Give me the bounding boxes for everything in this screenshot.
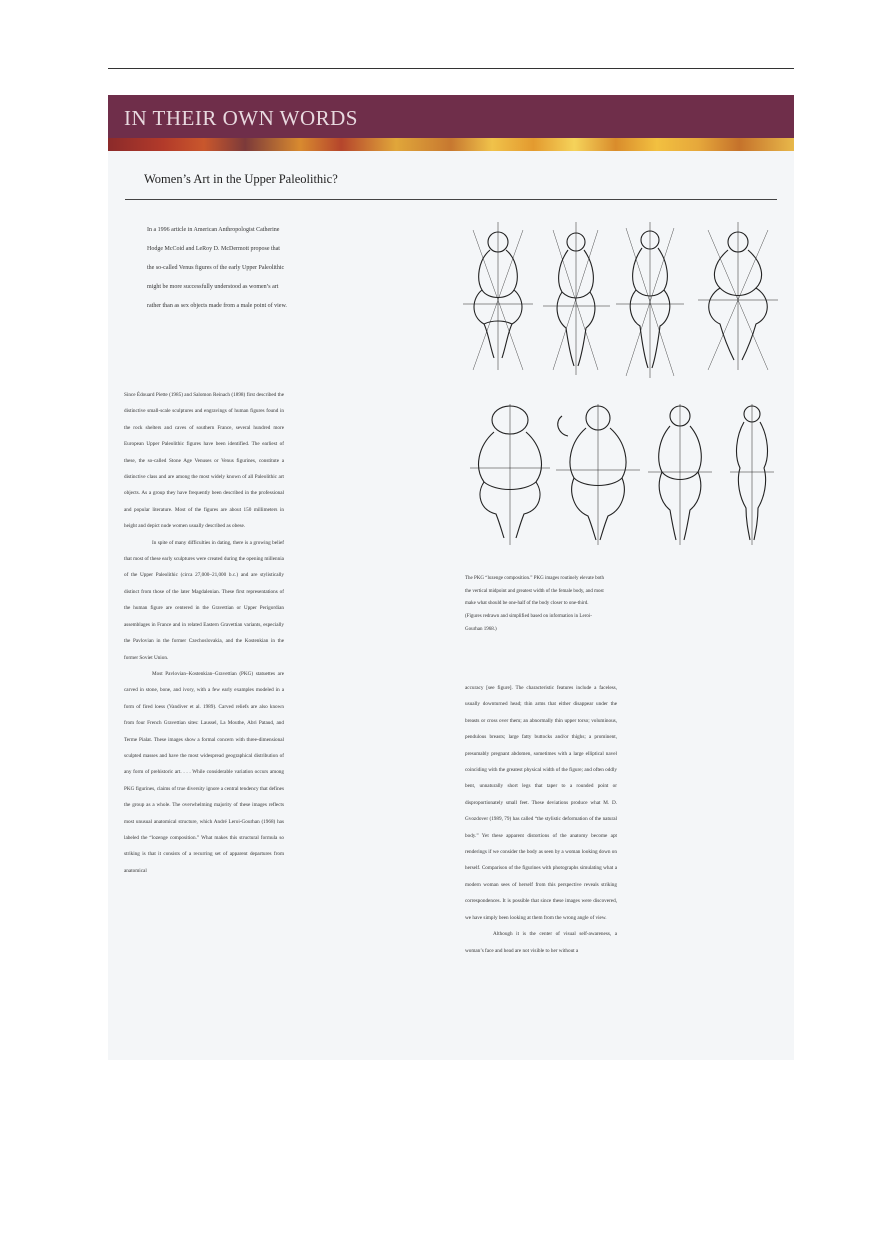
subtitle-rule — [125, 199, 777, 200]
top-rule — [108, 68, 794, 69]
figure-caption: The PKG “lozenge composition.” PKG images routinely elevate both the vertical midpoint and greatest width of the female body, and most make what should be one-half of the body closer to one-third. (Figures redrawn and simplified based on information in Leroi-Gourhan 1968.) — [465, 576, 604, 632]
figurine-drawing — [543, 222, 610, 375]
paragraph: In spite of many difficulties in dating, there is a growing belief that most of these early sculptures were created during the opening millennia of the Upper Paleolithic (circa 27,000–21,000 b.c.) and are stylistically distinct from those of the later Magdalenian. These first representations of the human figure are centered in the Gravettian or Upper Perigordian assemblages in France and in related Eastern Gravettian variants, especially the Pavlovian in the former Czechoslovakia, and the Kostenkian in the former Soviet Union. — [124, 539, 284, 661]
figurine-drawing — [470, 404, 550, 545]
paragraph: Although it is the center of visual self-awareness, a woman’s face and head are not visible to her without a — [465, 931, 617, 954]
paragraph: accuracy [see figure]. The characteristic features include a faceless, usually downturned head; thin arms that either disappear under the breasts or cross over them; an abnormally thin upper torso; voluminous, pendulous breasts; large fatty buttocks and/or thighs; a prominent, presumably pregnant abdomen, sometimes with a large elliptical navel coinciding with the greatest physical width of the figure; and often oddly bent, unnaturally short legs that taper to a rounded point or disproportionately small feet. These deviations produce what M. D. Gvozdover (1989, 79) has called “the stylistic deformation of the natural body.” Yet these apparent distortions of the anatomy become apt renderings if we consider the body as seen by a woman looking down on herself. Comparison of the figurines with photographs simulating what a modern woman sees of herself from this perspective reveals striking correspondences. It is possible that since these images were discovered, we have simply been looking at them from the wrong angle of view. — [465, 685, 617, 921]
right-column — [465, 680, 617, 959]
figurine-drawing — [463, 222, 533, 370]
figurine-drawing — [556, 404, 640, 545]
paragraph: Most Pavlovian–Kostenkian–Gravettian (PKG) statuettes are carved in stone, bone, and ivory, with a few early examples modeled in a form of fired loess (Vandiver et al. 1989). Carved reliefs are also known from four French Gravettian sites: Laussel, La Mouthe, Abri Pataud, and Terme Pialat. These images show a formal concern with three-dimensional sculpted masses and have the most widespread geographical distribution of any form of prehistoric art. . . . While considerable variation occurs among PKG figurines, claims of true diversity ignore a central tendency that defines the group as a whole. The overwhelming majority of these images reflects most unusual anatomical structure, which André Leroi-Gourhan (1968) has labeled the “lozenge composition.” What makes this structural formula so striking is that it consists of a recurring set of apparent departures from anatomical — [124, 670, 284, 874]
figurine-drawing — [730, 404, 774, 545]
left-column — [124, 387, 284, 879]
banner-title: IN THEIR OWN WORDS — [124, 106, 358, 130]
venus-figurines-illustration — [458, 220, 783, 545]
paragraph: Since Édouard Piette (1985) and Salomon Reinach (1898) first described the distinctive small-scale sculptures and engravings of human figures found in the rock shelters and caves of southern France, several hundred more European Upper Paleolithic figures have been identified. The earliest of these, the so-called Stone Age Venuses or Venus figurines, constitute a distinctive class and are among the most widely known of all Paleolithic art objects. As a group they have frequently been described in the professional and popular literature. Most of the figures are about 150 millimeters in height and depict nude women usually described as obese. — [124, 392, 284, 530]
figurine-drawing — [616, 222, 684, 378]
feature-banner — [108, 95, 794, 138]
figurine-drawing — [698, 222, 778, 370]
figurine-drawing — [648, 404, 712, 545]
intro-text: In a 1996 article in American Anthropologist Catherine Hodge McCoid and LeRoy D. McDermott propose that the so-called Venus figures of the early Upper Paleolithic might be more successfully understood as women’s art rather than as sex objects made from a male point of view. — [147, 227, 287, 309]
decorative-color-stripe — [108, 138, 794, 151]
feature-box — [108, 95, 794, 1060]
article-subtitle: Women’s Art in the Upper Paleolithic? — [144, 172, 338, 186]
